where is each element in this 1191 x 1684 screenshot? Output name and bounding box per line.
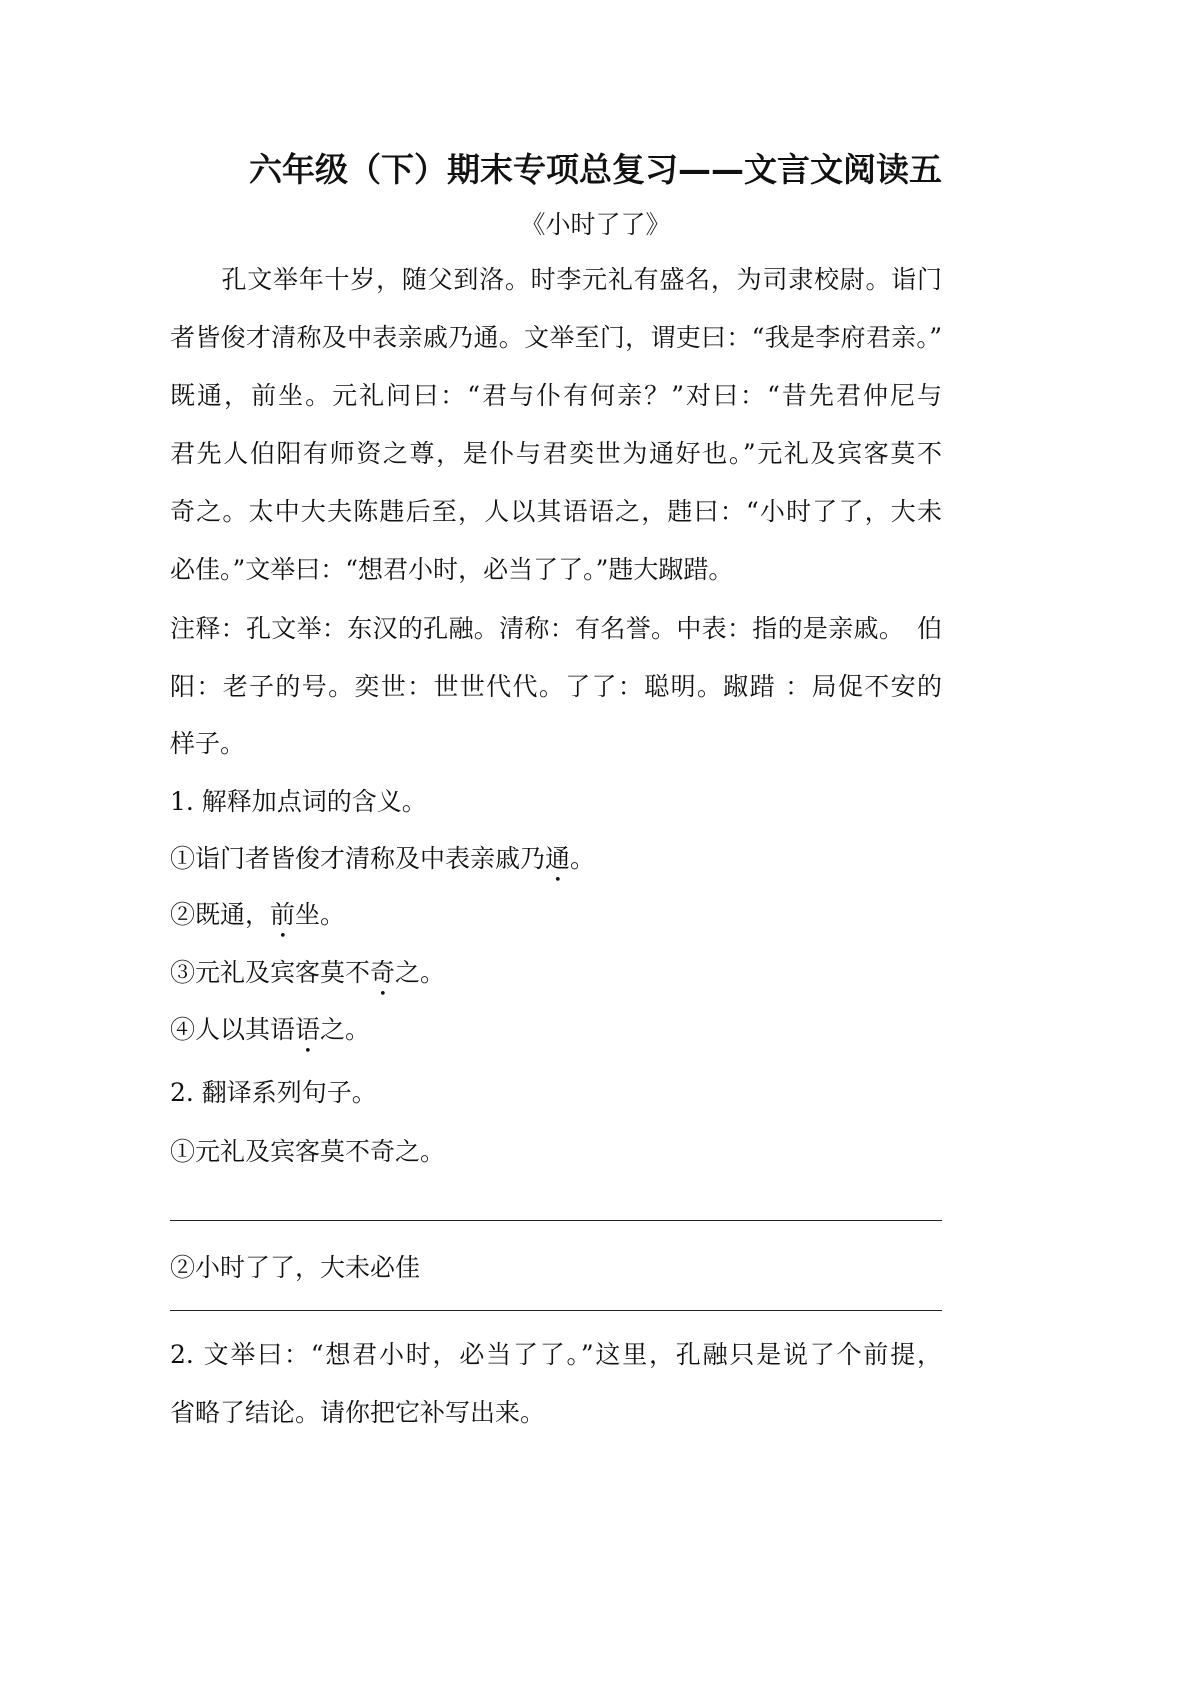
passage-line: 君先人伯阳有师资之尊，是仆与君奕世为通好也。”元礼及宾客莫不 [170,439,942,468]
passage-line: 必佳。”文举曰：“想君小时，必当了了。”韪大踧踖。 [170,555,734,584]
question-2-heading: 2. 翻译系列句子。 [170,1078,377,1107]
question-3-line: 2. 文举曰：“想君小时，必当了了。”这里，孔融只是说了个前提， [170,1340,942,1369]
item-text: 之。 [320,1015,371,1044]
question-2-item: ②小时了了，大未必佳 [170,1253,421,1282]
notes-line: 阳：老子的号。奕世：世世代代。了了：聪明。踧踖 ：局促不安的 [170,672,942,701]
question-2-item: ①元礼及宾客莫不奇之。 [170,1137,446,1166]
item-text: ②既通， [170,900,271,929]
answer-line [170,1310,942,1311]
item-text: 之。 [395,958,446,987]
answer-line [170,1220,942,1221]
notes-line: 样子。 [170,729,246,758]
dotted-word: 通 [545,844,571,873]
passage-title: 《小时了了》 [520,210,671,239]
notes-line: 注释：孔文举：东汉的孔融。清称：有名誉。中表：指的是亲戚。 伯 [170,614,942,643]
question-1-item [170,844,942,888]
question-1-item [170,1015,942,1059]
question-1-heading: 1. 解释加点词的含义。 [170,787,427,816]
item-text: 。 [570,844,596,873]
document-title: 六年级（下）期末专项总复习——文言文阅读五 [249,150,942,189]
passage-line: 者皆俊才清称及中表亲戚乃通。文举至门，谓吏曰：“我是李府君亲。” [170,323,942,352]
dotted-word: 语 [295,1015,321,1044]
dotted-word: 奇 [370,958,396,987]
item-text: 坐。 [295,900,346,929]
passage-line: 孔文举年十岁，随父到洛。时李元礼有盛名，为司隶校尉。诣门 [170,265,942,294]
item-text: ③元礼及宾客莫不 [170,958,371,987]
question-3-line: 省略了结论。请你把它补写出来。 [170,1398,546,1427]
passage-line: 既通，前坐。元礼问曰：“君与仆有何亲？”对曰：“昔先君仲尼与 [170,381,942,410]
dotted-word: 前 [270,900,296,929]
passage-line: 奇之。太中大夫陈韪后至，人以其语语之，韪曰：“小时了了，大未 [170,497,942,526]
item-text: ④人以其语 [170,1015,296,1044]
question-1-item [170,958,942,1002]
question-1-item [170,900,942,944]
item-text: ①诣门者皆俊才清称及中表亲戚乃 [170,844,546,873]
